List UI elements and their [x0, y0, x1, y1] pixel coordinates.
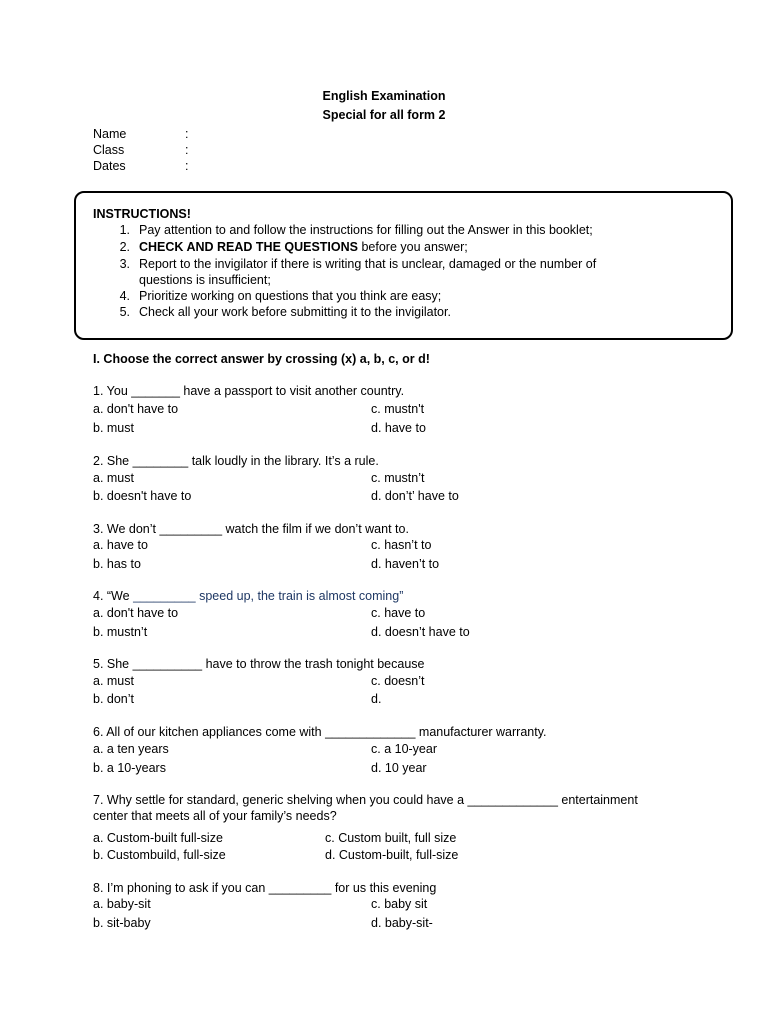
option-d: d. 10 year: [371, 761, 427, 775]
option-b: b. Custombuild, full-size: [93, 848, 226, 862]
instruction-text: Prioritize working on questions that you think are easy;: [139, 289, 442, 303]
exam-title: English Examination: [322, 89, 446, 103]
instruction-number: 3.: [119, 257, 130, 271]
section-title: I. Choose the correct answer by crossing (x) a, b, c, or d!: [93, 352, 430, 366]
option-b: b. a 10-years: [93, 761, 166, 775]
instruction-text: Report to the invigilator if there is writing that is unclear, damaged or the number of: [139, 257, 597, 271]
question-text: 6. All of our kitchen appliances come with _____________ manufacturer warranty.: [93, 725, 547, 739]
option-b: b. mustn’t: [93, 625, 148, 639]
question-text: 2. She ________ talk loudly in the library. It’s a rule.: [93, 454, 379, 468]
question-text: 8. I’m phoning to ask if you can _________ for us this evening: [93, 881, 437, 895]
option-b: b. doesn't have to: [93, 489, 192, 503]
question-prefix: 4. “We: [93, 589, 134, 603]
option-d: d. have to: [371, 421, 426, 435]
instruction-text: Check all your work before submitting it to the invigilator.: [139, 305, 451, 319]
instruction-number: 1.: [119, 223, 130, 237]
instruction-number: 2.: [119, 240, 130, 254]
option-b: b. don’t: [93, 692, 135, 706]
option-d: d. don’t’ have to: [371, 489, 459, 503]
option-a: a. don't have to: [93, 402, 179, 416]
field-label-class: Class: [93, 143, 125, 157]
instruction-number: 4.: [119, 289, 130, 303]
instruction-text: [139, 239, 468, 255]
question-quote: _________ speed up, the train is almost coming”: [133, 589, 404, 603]
option-a: a. don't have to: [93, 606, 179, 620]
option-c: c. mustn’t: [371, 471, 425, 485]
field-label-name: Name: [93, 127, 127, 141]
option-c: c. baby sit: [371, 897, 428, 911]
instruction-number: 5.: [119, 305, 130, 319]
option-d: d. baby-sit-: [371, 916, 433, 930]
question-text: 3. We don’t _________ watch the film if we don’t want to.: [93, 522, 409, 536]
exam-subtitle: Special for all form 2: [322, 108, 446, 122]
field-colon: :: [185, 159, 189, 173]
option-d: d. doesn’t have to: [371, 625, 470, 639]
option-d: d. Custom-built, full-size: [325, 848, 459, 862]
question-text: 1. You _______ have a passport to visit another country.: [93, 384, 405, 398]
option-a: a. a ten years: [93, 742, 169, 756]
question-text-continued: center that meets all of your family’s needs?: [93, 809, 337, 823]
question-text: 5. She __________ have to throw the trash tonight because: [93, 657, 425, 671]
option-c: c. mustn't: [371, 402, 425, 416]
option-a: a. Custom-built full-size: [93, 831, 223, 845]
option-a: a. have to: [93, 538, 148, 552]
option-b: b. sit-baby: [93, 916, 151, 930]
instruction-emphasis: CHECK AND READ THE QUESTIONS: [139, 240, 358, 254]
option-d: d. haven’t to: [371, 557, 440, 571]
option-d: d.: [371, 692, 382, 706]
option-a: a. must: [93, 471, 134, 485]
instructions-heading: INSTRUCTIONS!: [93, 207, 191, 221]
field-colon: :: [185, 127, 189, 141]
option-a: a. baby-sit: [93, 897, 151, 911]
instruction-text-continued: questions is insufficient;: [139, 273, 271, 287]
instruction-text: Pay attention to and follow the instructions for filling out the Answer in this booklet;: [139, 223, 593, 237]
question-text: [93, 588, 403, 604]
option-c: c. doesn’t: [371, 674, 425, 688]
instruction-rest: before you answer;: [358, 240, 468, 254]
option-c: c. have to: [371, 606, 426, 620]
option-c: c. Custom built, full size: [325, 831, 457, 845]
option-a: a. must: [93, 674, 134, 688]
option-c: c. hasn’t to: [371, 538, 432, 552]
field-label-dates: Dates: [93, 159, 126, 173]
option-c: c. a 10-year: [371, 742, 438, 756]
question-text: 7. Why settle for standard, generic shelving when you could have a _____________ entertainment: [93, 793, 638, 807]
field-colon: :: [185, 143, 189, 157]
option-b: b. has to: [93, 557, 141, 571]
option-b: b. must: [93, 421, 134, 435]
